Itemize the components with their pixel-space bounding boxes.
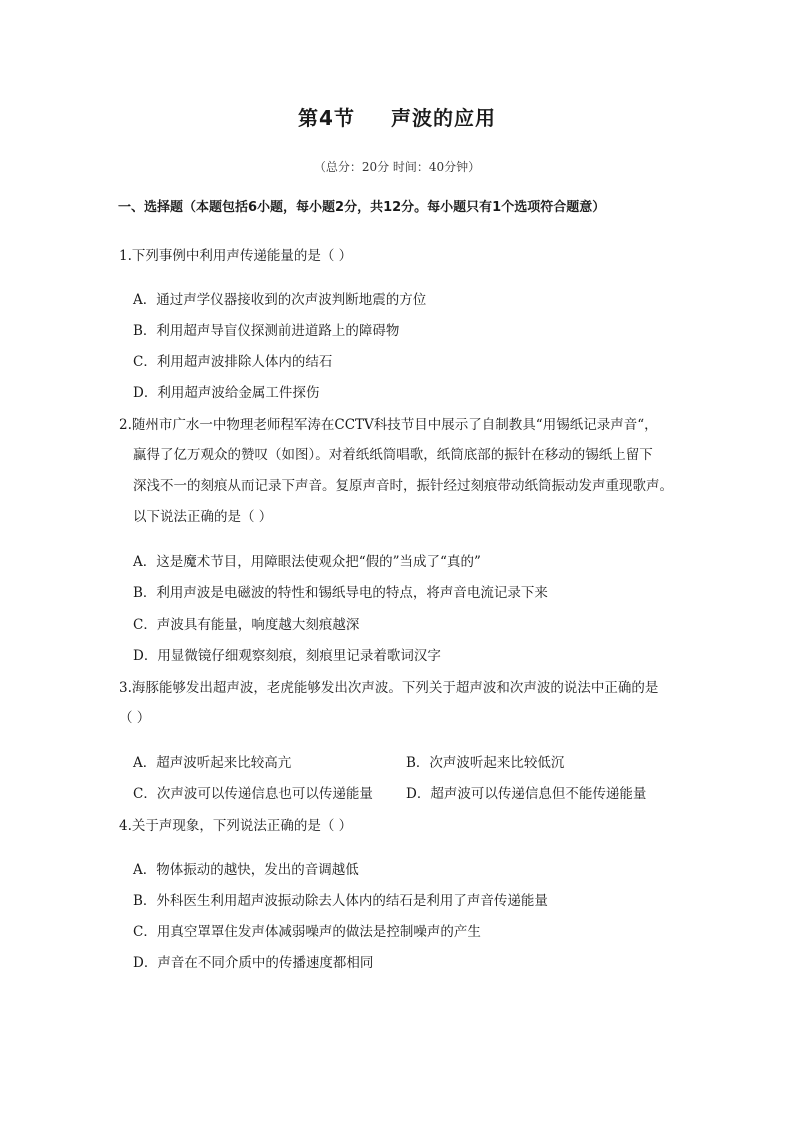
title-topic: 声波的应用 (390, 106, 496, 130)
question-2-option-d: D．用显微镜仔细观察刻痕，刻痕里记录着歌词汉字 (133, 648, 441, 664)
question-1-stem: 1.下列事例中利用声传递能量的是（ ） (119, 248, 353, 264)
question-2-stem-line-1: 2.随州市广水一中物理老师程军涛在CCTV科技节目中展示了自制教具“用锡纸记录声音“， (119, 417, 658, 433)
question-1-option-c: C．利用超声波排除人体内的结石 (133, 354, 333, 370)
question-3-stem-line-1: 3.海豚能够发出超声波，老虎能够发出次声波。下列关于超声波和次声波的说法中正确的是 (119, 680, 659, 696)
question-4-stem: 4.关于声现象，下列说法正确的是（ ） (119, 818, 353, 834)
question-3-option-b: B．次声波听起来比较低沉 (406, 755, 565, 771)
section-heading: 一、选择题（本题包括6小题，每小题2分，共12分。每小题只有1个选项符合题意） (118, 200, 606, 215)
question-4-option-a: A．物体振动的越快，发出的音调越低 (133, 862, 359, 878)
title-section-number: 第4节 (298, 106, 355, 130)
question-4-option-c: C．用真空罩罩住发声体减弱噪声的做法是控制噪声的产生 (133, 924, 481, 940)
question-2-stem-line-2: 赢得了亿万观众的赞叹（如图）。对着纸纸筒唱歌，纸筒底部的振针在移动的锡纸上留下 (133, 447, 653, 463)
page-title (0, 102, 794, 131)
question-4-option-d: D．声音在不同介质中的传播速度都相同 (133, 955, 374, 971)
question-3-option-c: C．次声波可以传递信息也可以传递能量 (133, 786, 373, 802)
question-2-stem-line-3: 深浅不一的刻痕从而记录下声音。复原声音时，振针经过刻痕带动纸筒振动发声重现歌声。 (133, 478, 673, 494)
question-3-stem-line-2: （ ） (119, 710, 151, 726)
question-2-stem-line-4: 以下说法正确的是（ ） (133, 509, 273, 525)
question-1-option-d: D．利用超声波给金属工件探伤 (133, 385, 320, 401)
question-3-option-d: D．超声波可以传递信息但不能传递能量 (406, 786, 647, 802)
question-4-option-b: B．外科医生利用超声波振动除去人体内的结石是利用了声音传递能量 (133, 893, 548, 909)
question-2-option-c: C．声波具有能量，响度越大刻痕越深 (133, 617, 360, 633)
question-2-option-b: B．利用声波是电磁波的特性和锡纸导电的特点，将声音电流记录下来 (133, 585, 548, 601)
question-1-option-a: A．通过声学仪器接收到的次声波判断地震的方位 (133, 292, 427, 308)
question-1-option-b: B．利用超声导盲仪探测前进道路上的障碍物 (133, 323, 400, 339)
question-3-option-a: A．超声波听起来比较高亢 (133, 755, 292, 771)
score-time-info: （总分：20分 时间：40分钟） (313, 160, 481, 174)
question-2-option-a: A．这是魔术节目，用障眼法使观众把“假的”当成了“真的” (133, 554, 481, 570)
